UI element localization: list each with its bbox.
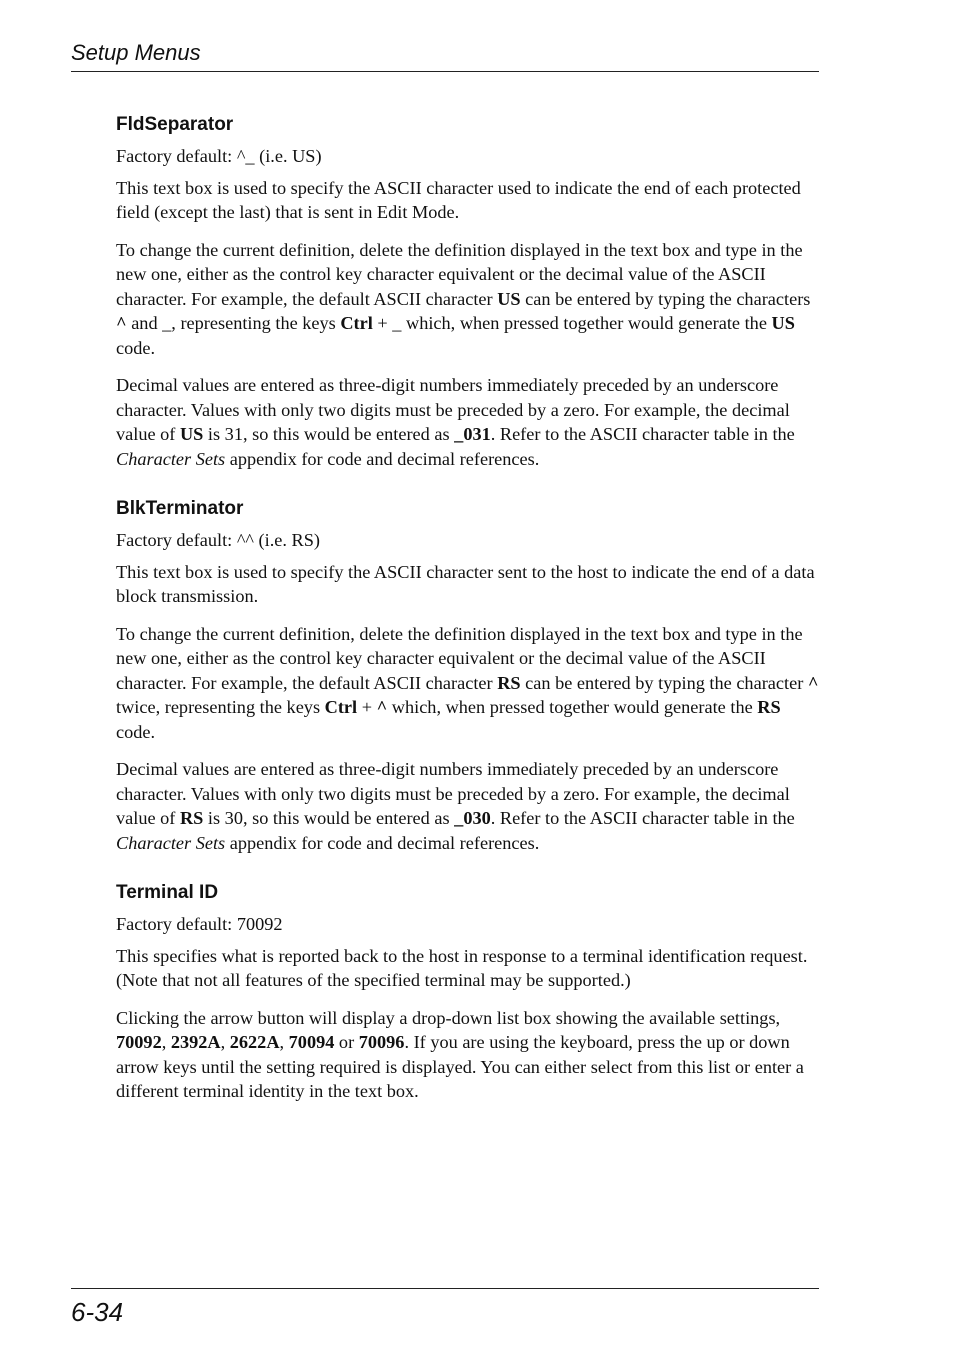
footer-rule — [71, 1288, 819, 1289]
bold-term: Ctrl — [340, 313, 373, 333]
factory-default: Factory default: ^_ (i.e. US) — [116, 146, 322, 166]
bold-term: US — [771, 313, 795, 333]
header-rule — [71, 71, 819, 72]
section-heading: BlkTerminator — [116, 498, 244, 519]
paragraph: Decimal values are entered as three-digit numbers immediately preceded by an underscore character. Values with only two digits must be preceded by a zero. For example, the decimal value of US is 31, so this would be entered as _031. Refer to the ASCII character table in the Character Sets appendix for code and decimal references. — [116, 375, 795, 469]
section-terminal-id — [116, 882, 821, 1117]
paragraph: To change the current definition, delete the definition displayed in the text box and type in the new one, either as the control key character equivalent or the decimal value of the ASCII character. For example, the default ASCII character RS can be entered by typing the character ^ twice, representing the keys Ctrl + ^ which, when pressed together would generate the RS code. — [116, 623, 819, 742]
running-header-title: Setup Menus — [71, 40, 201, 65]
bold-term: ^ — [807, 672, 819, 693]
paragraph: To change the current definition, delete the definition displayed in the text box and type in the new one, either as the control key character equivalent or the decimal value of the ASCII character. For example, the default ASCII character US can be entered by typing the characters ^ and _, representing the keys Ctrl + _ which, when pressed together would generate the US code. — [116, 239, 811, 358]
bold-term: 2622A — [229, 1032, 280, 1052]
bold-term: US — [497, 288, 521, 309]
paragraph: This text box is used to specify the ASCII character used to indicate the end of each protected field (except the last) that is sent in Edit Mode. — [116, 177, 801, 222]
section-heading: FldSeparator — [116, 114, 234, 135]
bold-term: Ctrl — [324, 697, 358, 717]
bold-term: ^ — [376, 697, 388, 717]
factory-default: Factory default: ^^ (i.e. RS) — [116, 530, 320, 550]
section-fldseparator — [116, 114, 821, 484]
paragraph: Clicking the arrow button will display a drop-down list box showing the available settings, 70092, 2392A, 2622A, 70094 or 70096. If you are using the keyboard, press the up or down arrow keys until the setting required is displayed. You can either select from this list or enter a different terminal identity in the text box. — [116, 1007, 804, 1101]
bold-term: _031 — [454, 424, 491, 444]
italic-reference: Character Sets — [116, 448, 226, 469]
paragraph: Decimal values are entered as three-digit numbers immediately preceded by an underscore character. Values with only two digits must be preceded by a zero. For example, the decimal value of RS is 30, so this would be entered as _030. Refer to the ASCII character table in the Character Sets appendix for code and decimal references. — [116, 759, 795, 853]
bold-term: US — [179, 424, 204, 444]
bold-term: 70096 — [358, 1032, 405, 1052]
section-heading: Terminal ID — [116, 882, 219, 903]
bold-term: ^ — [116, 313, 127, 333]
bold-term: RS — [497, 672, 521, 693]
paragraph: This specifies what is reported back to the host in response to a terminal identification request. (Note that not all features of the specified terminal may be supported.) — [116, 945, 808, 990]
bold-term: 70092 — [116, 1032, 162, 1052]
bold-term: RS — [757, 697, 781, 717]
italic-reference: Character Sets — [116, 832, 226, 853]
bold-term: 70094 — [288, 1032, 335, 1052]
section-blkterminator — [116, 498, 821, 868]
bold-term: _030 — [454, 808, 491, 828]
paragraph: This text box is used to specify the ASCII character sent to the host to indicate the end of a data block transmission. — [116, 561, 815, 606]
factory-default: Factory default: 70092 — [116, 914, 283, 934]
bold-term: 2392A — [170, 1032, 221, 1052]
bold-term: RS — [179, 808, 204, 828]
page-number: 6-34 — [71, 1297, 124, 1327]
